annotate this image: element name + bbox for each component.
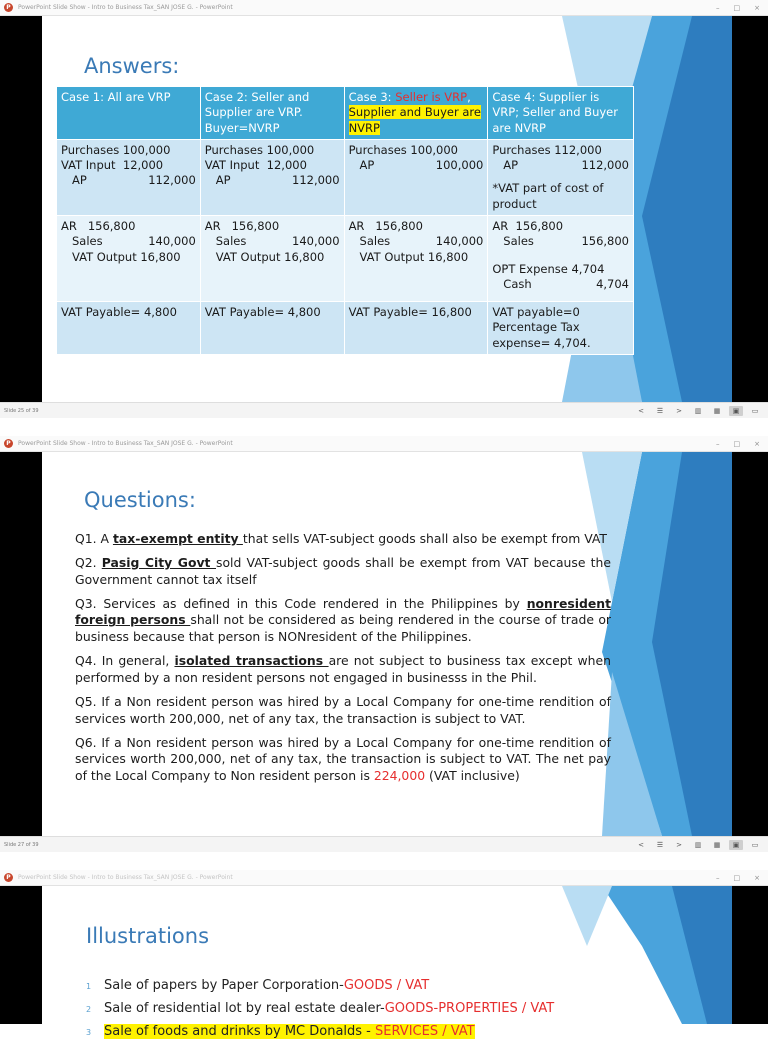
table-header-row	[57, 87, 634, 140]
list-number: 3	[86, 1028, 92, 1037]
illustration-list	[86, 978, 554, 1047]
cell-case-1-purchases: Purchases 100,000 VAT Input 12,000 AP 112,000	[57, 139, 201, 215]
close-button[interactable]: ×	[754, 3, 760, 12]
header-case-4: Case 4: Supplier is VRP; Seller and Buyer are NVRP	[488, 87, 634, 140]
table-row-purchases	[57, 139, 634, 215]
slideshow-window-3	[0, 870, 768, 1039]
cell-case-3-sales: AR 156,800 Sales 140,000 VAT Output 16,800	[344, 215, 488, 301]
slide-answers	[42, 16, 732, 402]
window-title: PowerPoint Slide Show - Intro to Business Tax_SAN JOSE G. - PowerPoint	[18, 4, 233, 11]
question-list	[75, 531, 611, 792]
cell-case-2-payable: VAT Payable= 4,800	[200, 301, 344, 354]
cell-case-3-payable: VAT Payable= 16,800	[344, 301, 488, 354]
maximize-button[interactable]: □	[733, 873, 741, 882]
slide-stage	[0, 452, 768, 836]
question-item: Q1. A tax-exempt entity that sells VAT-subject goods shall also be exempt from VAT	[75, 531, 607, 546]
list-item: 3 Sale of foods and drinks by MC Donalds - SERVICES / VAT	[86, 1024, 475, 1039]
vat-case-table	[56, 86, 634, 355]
minimize-button[interactable]: –	[716, 873, 720, 882]
slide-sorter-icon[interactable]: ▦	[713, 840, 721, 849]
cell-case-2-purchases: Purchases 100,000 VAT Input 12,000 AP 112,000	[200, 139, 344, 215]
slideshow-window-1	[0, 0, 768, 418]
list-number: 1	[86, 982, 92, 991]
close-button[interactable]: ×	[754, 873, 760, 882]
close-button[interactable]: ×	[754, 439, 760, 448]
slide-counter: Slide 27 of 39	[4, 841, 39, 848]
reading-view-icon[interactable]: ▣	[729, 406, 743, 416]
slide-questions	[42, 452, 732, 836]
previous-slide-button[interactable]: <	[638, 406, 644, 415]
title-bar	[0, 0, 768, 16]
powerpoint-icon: P	[4, 3, 13, 12]
list-number: 2	[86, 1005, 92, 1014]
cell-case-4-sales: AR 156,800 Sales 156,800 OPT Expense 4,704 Cash 4,704	[488, 215, 634, 301]
powerpoint-icon: P	[4, 873, 13, 882]
slideshow-window-2	[0, 436, 768, 852]
window-title: PowerPoint Slide Show - Intro to Business Tax_SAN JOSE G. - PowerPoint	[18, 440, 233, 447]
title-bar	[0, 436, 768, 452]
cell-case-4-payable: VAT payable=0 Percentage Tax expense= 4,704.	[488, 301, 634, 354]
slide-sorter-icon[interactable]: ▦	[713, 406, 721, 415]
header-case-2: Case 2: Seller and Supplier are VRP. Buyer=NVRP	[200, 87, 344, 140]
minimize-button[interactable]: –	[716, 439, 720, 448]
title-bar	[0, 870, 768, 886]
window-title: PowerPoint Slide Show - Intro to Business Tax_SAN JOSE G. - PowerPoint	[18, 874, 233, 881]
list-item: 1 Sale of papers by Paper Corporation- GOODS / VAT	[86, 978, 430, 993]
slide-title: Questions:	[84, 488, 196, 512]
slide-title: Illustrations	[86, 924, 210, 948]
slideshow-view-icon[interactable]: ▭	[751, 406, 759, 415]
question-item: Q5. If a Non resident person was hired by a Local Company for one-time rendition of services worth 200,000, net of any tax, the transaction is subject to VAT.	[75, 693, 611, 726]
question-item: Q6. If a Non resident person was hired by a Local Company for one-time rendition of services worth 200,000, net of any tax, the transaction is subject to VAT. The net pay of the Local Company to Non resident person is 224,000 (VAT inclusive)	[75, 734, 611, 784]
normal-view-icon[interactable]: ▥	[694, 406, 702, 415]
reading-view-icon[interactable]: ▣	[729, 840, 743, 850]
table-row-vat-payable	[57, 301, 634, 354]
status-bar	[0, 402, 768, 418]
vat-cost-note: *VAT part of cost of product	[492, 181, 604, 211]
cell-case-3-purchases: Purchases 100,000 AP 100,000	[344, 139, 488, 215]
slide-counter: Slide 25 of 39	[4, 407, 39, 414]
slide-title: Answers:	[84, 54, 180, 78]
list-item: 2 Sale of residential lot by real estate dealer- GOODS-PROPERTIES / VAT	[86, 1001, 555, 1016]
previous-slide-button[interactable]: <	[638, 840, 644, 849]
slide-stage	[0, 16, 768, 402]
powerpoint-icon: P	[4, 439, 13, 448]
next-slide-button[interactable]: >	[676, 406, 682, 415]
maximize-button[interactable]: □	[733, 3, 741, 12]
question-item: Q3. Services as defined in this Code rendered in the Philippines by nonresident foreign persons shall not be considered as being rendered in the course of trade or business because that person is NONresident of the Philippines.	[75, 595, 611, 645]
normal-view-icon[interactable]: ▥	[694, 840, 702, 849]
slide-stage	[0, 886, 768, 1039]
maximize-button[interactable]: □	[733, 439, 741, 448]
slide-illustrations	[42, 886, 732, 1039]
next-slide-button[interactable]: >	[676, 840, 682, 849]
slide-menu-icon[interactable]: ☰	[656, 406, 664, 415]
cell-case-1-sales: AR 156,800 Sales 140,000 VAT Output 16,800	[57, 215, 201, 301]
status-bar	[0, 836, 768, 852]
cell-case-1-payable: VAT Payable= 4,800	[57, 301, 201, 354]
cell-case-2-sales: AR 156,800 Sales 140,000 VAT Output 16,800	[200, 215, 344, 301]
question-item: Q2. Pasig City Govt sold VAT-subject goods shall be exempt from VAT because the Government cannot tax itself	[75, 554, 611, 587]
minimize-button[interactable]: –	[716, 3, 720, 12]
slide-menu-icon[interactable]: ☰	[656, 840, 664, 849]
cell-case-4-purchases: Purchases 112,000 AP 112,000 *VAT part of cost of product	[488, 139, 634, 215]
table-row-sales	[57, 215, 634, 301]
question-item: Q4. In general, isolated transactions are not subject to business tax except when performed by a non resident persons not engaged in businesss in the Phil.	[75, 653, 611, 686]
header-case-1: Case 1: All are VRP	[57, 87, 201, 140]
slideshow-view-icon[interactable]: ▭	[751, 840, 759, 849]
header-case-3: Case 3: Seller is VRP, Supplier and Buyer are NVRP	[344, 87, 488, 140]
